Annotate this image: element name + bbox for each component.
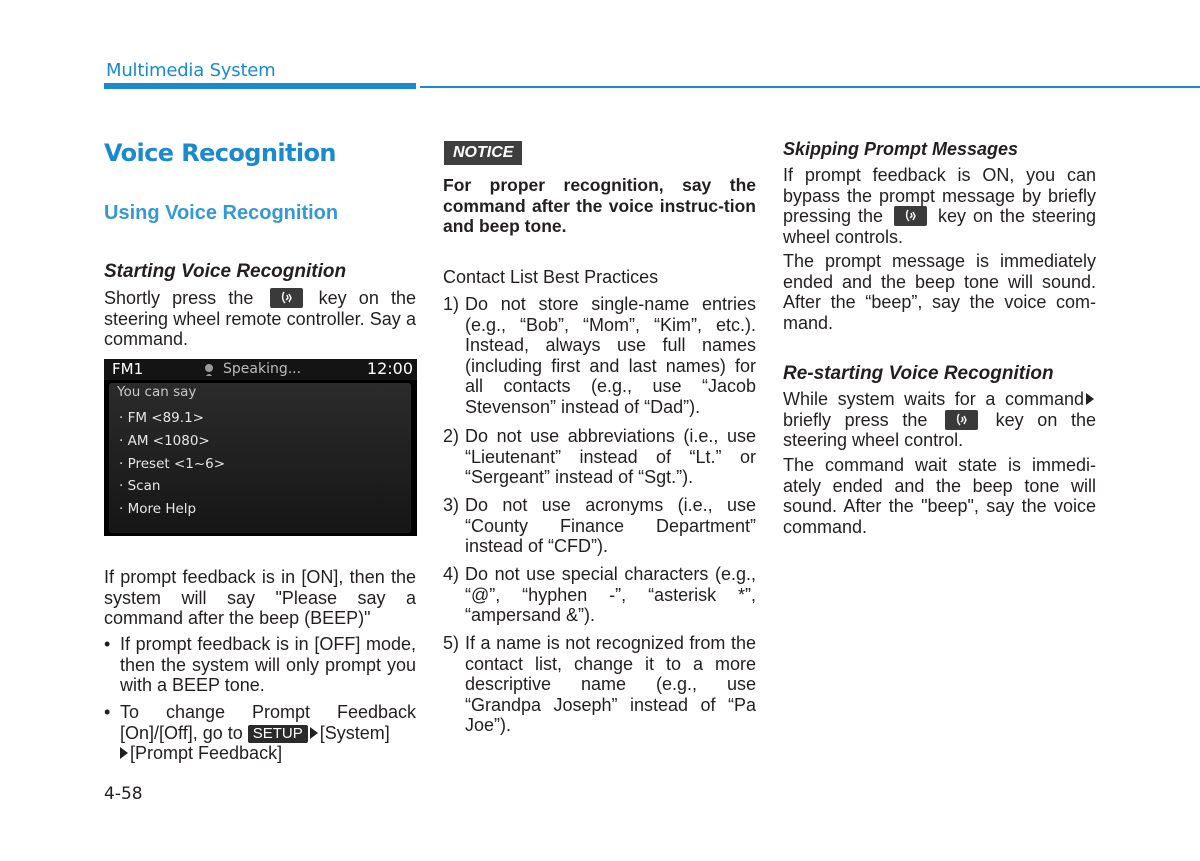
restart-text-mid: briefly press the	[783, 409, 928, 430]
voice-key-icon	[894, 206, 927, 226]
list-number: 1)	[443, 294, 460, 314]
bullet-symbol: •	[104, 634, 111, 654]
subheading: Using Voice Recognition	[104, 202, 339, 224]
arrow-right-icon	[120, 747, 128, 759]
list-number: 2)	[443, 426, 460, 446]
list-item	[443, 564, 756, 626]
bullet-item-change-feedback	[104, 702, 416, 764]
voice-key-icon	[270, 288, 303, 308]
speaking-icon	[203, 363, 217, 377]
list-item	[443, 426, 756, 488]
bullet-symbol: •	[104, 702, 111, 722]
feedback-paragraph: If prompt feedback is in [ON], then the system will say "Please say a command after the beep (BEEP)"	[104, 567, 416, 629]
screen-item-fm: · FM <89.1>	[119, 410, 204, 426]
header-rule-thin	[420, 86, 1200, 88]
starting-text-pre: Shortly press the	[104, 288, 254, 308]
starting-paragraph	[104, 288, 416, 350]
restart-text-post: key on the steering wheel control.	[783, 409, 1096, 451]
restarting-paragraph	[783, 389, 1096, 451]
screen-mode: FM1	[112, 360, 144, 378]
screen-time: 12:00	[366, 359, 413, 378]
list-text: If a name is not recognized from the contact list, change it to a more descriptive name (e.g., use “Grandpa Joseph” instead of “Pa Joe”).	[465, 633, 756, 736]
skipping-paragraph-2: The prompt message is immediately ended and the beep tone will sound. After the “beep”, say the voice com-mand.	[783, 251, 1096, 333]
screen-status: Speaking...	[223, 361, 302, 377]
header-rule-thick	[104, 83, 416, 89]
voice-key-icon	[945, 410, 978, 430]
screen-item-scan: · Scan	[119, 478, 161, 494]
restart-text-pre: While system waits for a command	[783, 389, 1084, 409]
skip-text-post: key on the steering wheel controls.	[783, 206, 1096, 247]
skipping-title: Skipping Prompt Messages	[783, 139, 1019, 159]
skip-text-pre: If prompt feedback is ON, you can bypass the prompt message by briefly pressing the	[783, 165, 1096, 227]
list-text: Do not use special characters (e.g., “@”, “hyphen -”, “asterisk *”, “ampersand &”).	[465, 564, 756, 626]
list-item	[443, 495, 756, 557]
page-heading: Voice Recognition	[104, 139, 336, 167]
screen-panel-title: You can say	[117, 384, 197, 400]
restarting-title: Re-starting Voice Recognition	[783, 363, 1054, 384]
screen-item-preset: · Preset <1~6>	[119, 456, 226, 472]
restarting-paragraph-2: The command wait state is immedi-ately ended and the beep tone will sound. After the "beep", say the voice command.	[783, 455, 1096, 537]
list-text: Do not store single-name entries (e.g., “Bob”, “Mom”, “Kim”, etc.). Instead, always use full names (including first and last names) for all contacts (e.g., use “Jacob Stevenson” instead of “Dad”).	[465, 294, 756, 417]
screen-item-am: · AM <1080>	[119, 433, 210, 449]
skipping-paragraph	[783, 165, 1096, 247]
bullet2-pre: To change Prompt Feedback [On]/[Off], go to	[120, 702, 416, 743]
list-number: 4)	[443, 564, 460, 584]
bullet2-post: [Prompt Feedback]	[130, 743, 283, 764]
section-title: Multimedia System	[106, 60, 276, 81]
starting-title: Starting Voice Recognition	[104, 261, 347, 282]
notice-label: NOTICE	[444, 141, 522, 165]
page-number: 4-58	[104, 784, 143, 804]
list-item	[443, 294, 756, 418]
starting-text-post: key on the steering wheel remote controller. Say a command.	[104, 288, 416, 350]
list-number: 3)	[443, 495, 460, 515]
bullet2-mid: [System]	[319, 722, 390, 743]
list-title: Contact List Best Practices	[443, 267, 659, 287]
list-number: 5)	[443, 633, 460, 653]
bullet-item-off-mode	[104, 634, 416, 696]
arrow-right-icon	[1086, 393, 1094, 405]
setup-key: SETUP	[248, 725, 308, 743]
bullet-text	[120, 702, 416, 764]
list-text: Do not use abbreviations (i.e., use “Lieutenant” instead of “Lt.” or “Sergeant” instead of “Sgt.”).	[465, 426, 756, 488]
list-item	[443, 633, 756, 736]
arrow-right-icon	[310, 727, 318, 739]
voice-screen	[104, 359, 417, 536]
list-text: Do not use acronyms (i.e., use “County Finance Department” instead of “CFD”).	[465, 495, 756, 557]
bullet-text: If prompt feedback is in [OFF] mode, then the system will only prompt you with a BEEP tone.	[120, 634, 416, 696]
screen-item-help: · More Help	[119, 501, 197, 517]
notice-text: For proper recognition, say the command after the voice instruc-tion and beep tone.	[443, 175, 756, 237]
